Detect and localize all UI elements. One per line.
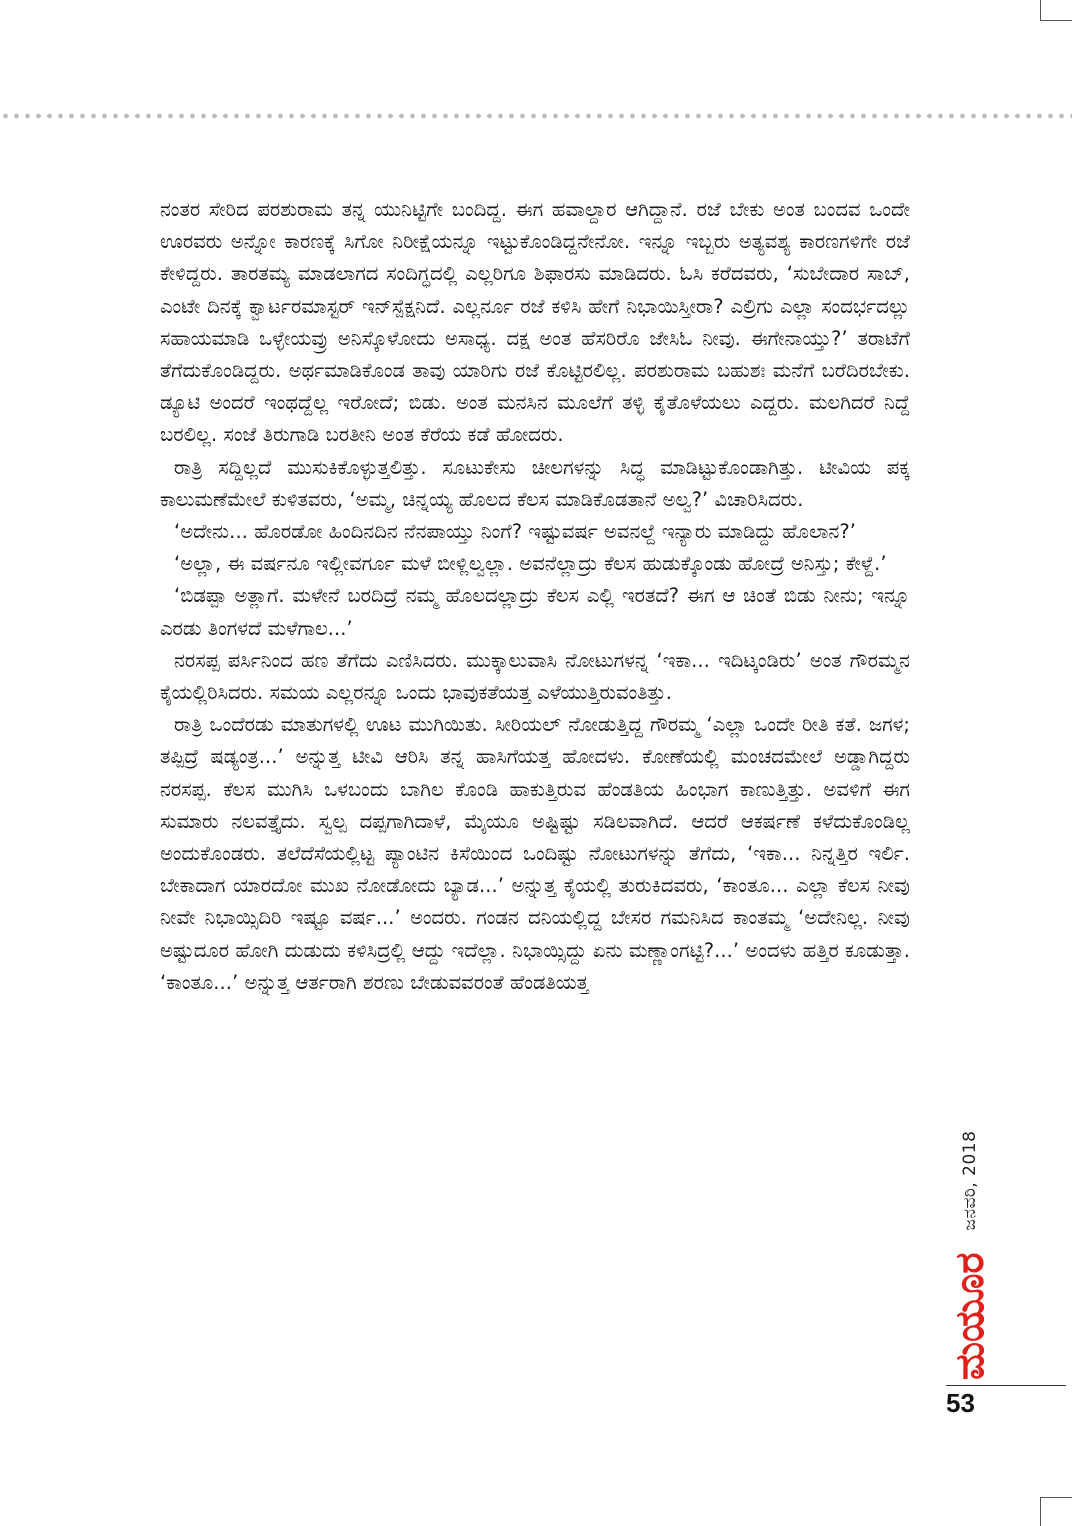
crop-mark-bottom [1040,1497,1072,1526]
text-line: ಗೌರಮ್ಮ ‘ಎಲ್ಲಾ ಒಂದೇ ರೀತಿ ಕತೆ. ಜಗಳ; ತಪ್ಪಿದ್ರೆ ಷಡ್ಯಂತ್ರ...’ ಅನ್ನುತ್ತ ಟೀವಿ ಆರಿಸಿ ತನ್ನ [160,713,910,769]
dotted-divider [0,112,1072,120]
text-line: ದುಡುದು ಕಳಿಸಿದ್ರಲ್ಲಿ ಆದ್ದು ಇದೆಲ್ಲಾ. ನಿಭಾಯ್ಸಿದ್ದು ಏನು ಮಣ್ಣಾಂಗಟ್ಟಿ?...’ ಅಂದಳು [284,938,797,962]
text-line: ರಾತ್ರಿ ಸದ್ದಿಲ್ಲದೆ ಮುಸುಕಿಕೊಳ್ಳುತ್ತಲಿತ್ತು. ಸೂಟುಕೇಸು ಚೀಲಗಳನ್ನು ಸಿದ್ಧ [174,455,645,479]
text-line: ಬೇಕಾದಾಗ ಯಾರದೋ ಮುಖ ನೋಡೋದು ಬ್ಯಾಡ...’ ಅನ್ನುತ್ತ ಕೈಯಲ್ಲಿ ತುರುಕಿದವರು, [160,874,709,898]
text-line: ‘ಸುಬೇದಾರ ಸಾಬ್, ಎಂಟೇ ದಿನಕ್ಕೆ ಕ್ವಾರ್ಟರಮಾಸ್ಟರ್ ಇನ್‌ಸ್ಪೆಕ್ಷನಿದೆ. ಎಲ್ಲರ್ನೂ ರಜೆ ಕಳಿಸಿ [160,262,911,318]
text-line: ಪ್ಯಾಂಟಿನ ಕಿಸೆಯಿಂದ ಒಂದಿಷ್ಟು ನೋಟುಗಳನ್ನು ತೆಗೆದು, ‘ಇಕಾ... ನಿನ್ನತ್ತಿರ ಇರ್ಲಿ. [384,842,910,866]
text-line: ಮುಗಿಸಿ ಒಳಬಂದು ಬಾಗಿಲ ಕೊಂಡಿ ಹಾಕುತ್ತಿರುವ ಹೆಂಡತಿಯ ಹಿಂಭಾಗ ಕಾಣುತ್ತಿತ್ತು. [266,777,813,801]
text-line: ಇದಿಟ್ಕಂಡಿರು’ ಅಂತ ಗೌರಮ್ಮನ ಕೈಯಲ್ಲಿರಿಸಿದರು. ಸಮಯ ಎಲ್ಲರನ್ನೂ ಒಂದು [160,648,911,705]
article-body [160,194,910,999]
text-line: ರಾತ್ರಿ ಒಂದೆರಡು ಮಾತುಗಳಲ್ಲಿ ಊಟ ಮುಗಿಯಿತು. ಸೀರಿಯಲ್ ನೋಡುತ್ತಿದ್ದ [174,713,643,737]
text-line: ಹಾಸಿಗೆಯತ್ತ ಹೋದಳು. ಕೋಣೆಯಲ್ಲಿ ಮಂಚದಮೇಲೆ ಅಡ್ಡಾಗಿದ್ದರು ನರಸಪ್ಪ. ಕೆಲಸ [160,745,910,801]
page-number: 53 [946,1388,975,1418]
text-line: ‘ಕಾಂತೂ... ಎಲ್ಲಾ ಕೆಲಸ ನೀವು ನೀವೇ ನಿಭಾಯ್ಸಿದಿರಿ ಇಷ್ಟೂ ವರ್ಷ...’ ಅಂದರು. ಗಂಡನ [160,874,911,930]
text-line: ಬಹುಶಃ ಮನೆಗೆ ಬರೆದಿರಬೇಕು. ಡ್ಯೂಟಿ ಅಂದರೆ ಇಂಥದ್ದೆಲ್ಲ ಇರೋದೆ; ಬಿಡು. ಅಂತ [160,359,910,415]
paragraph [160,452,910,516]
paragraph [160,516,910,548]
crop-mark-top [1040,0,1072,21]
text-line: ಬೇಕು ಅಂತ ಬಂದವ ಒಂದೇ ಊರವರು ಅನ್ನೋ ಕಾರಣಕ್ಕೆ ಸಿಗೋ ನಿರೀಕ್ಷೆಯನ್ನೂ [160,198,910,254]
text-line: ಇಟ್ಟುಕೊಂಡಿದ್ದನೇನೋ. ಇನ್ನೂ ಇಬ್ಬರು ಅತ್ಯವಶ್ಯ ಕಾರಣಗಳಿಗೇ ರಜೆ ಕೇಳಿದ್ದರು. ತಾರತಮ್ಯ [160,230,910,286]
text-line: ನಂತರ ಸೇರಿದ ಪರಶುರಾಮ ತನ್ನ ಯುನಿಟ್ಟಿಗೇ ಬಂದಿದ್ದ. ಈಗ ಹವಾಲ್ದಾರ ಆಗಿದ್ದಾನೆ. ರಜೆ [160,198,721,221]
paragraph [160,580,910,644]
text-line: ನರಸಪ್ಪ ಪರ್ಸಿನಿಂದ ಹಣ ತೆಗೆದು ಎಣಿಸಿದರು. ಮುಕ್ಕಾಲುವಾಸಿ ನೋಟುಗಳನ್ನ ‘ಇಕಾ... [174,648,710,672]
text-line: ‘ಅಲ್ಲಾ, ಈ ವರ್ಷನೂ ಇಲ್ಲೀವರ್ಗೂ ಮಳೆ ಬೀಳ್ಲಿಲ್ವಲ್ಲಾ. ಅವನೆಲ್ಲಾದ್ರು ಕೆಲಸ [174,552,637,576]
paragraph [160,548,910,580]
text-line: ಮಾಡಿದ್ದು ಹೊಲಾನ?’ [717,520,856,544]
text-line: ಸಡಿಲವಾಗಿದೆ. ಆದರೆ ಆಕರ್ಷಣೆ ಕಳೆದುಕೊಂಡಿಲ್ಲ ಅಂದುಕೊಂಡರು. ತಲೆದೆಸೆಯಲ್ಲಿಟ್ಟ [160,809,910,866]
text-line: ‘ಅದೇನು... ಹೊರಡೋ ಹಿಂದಿನದಿನ ನೆನಪಾಯ್ತು ನಿಂಗೆ? ಇಷ್ಟುವರ್ಷ ಅವನಲ್ದೆ ಇನ್ಯಾರು [174,520,712,544]
text-line: ಅನಿಸ್ಕೊಳೋದು ಅಸಾಧ್ಯ. ದಕ್ಷ ಅಂತ ಹೆಸರಿರೊ ಜೇಸಿಓ ನೀವು. ಈಗೇನಾಯ್ತು?’ ತರಾಟೆಗೆ [337,326,910,350]
page-number-rule [946,1385,1066,1386]
text-line: ಹುಡುಕ್ಕೊಂಡು ಹೋದ್ರೆ ಅನಿಸ್ತು; ಕೇಳ್ದೆ.’ [642,552,887,576]
text-line: ಮಾಡಲಾಗದ ಸಂದಿಗ್ಧದಲ್ಲಿ ಎಲ್ಲರಿಗೂ ಶಿಫಾರಸು ಮಾಡಿದರು. ಓಸಿ ಕರೆದವರು, [297,262,779,286]
magazine-logo: ಮಯೂರ [947,1252,993,1380]
text-line: ದನಿಯಲ್ಲಿದ್ದ ಬೇಸರ ಗಮನಿಸಿದ ಕಾಂತಮ್ಮ ‘ಅದೇನಿಲ್ಲ. ನೀವು ಅಷ್ಟುದೂರ ಹೋಗಿ [160,906,910,962]
text-line: ಮನಸಿನ ಮೂಲೆಗೆ ತಳ್ಳಿ ಕೈತೊಳೆಯಲು ಎದ್ದರು. ಮಲಗಿದರೆ ನಿದ್ದೆ ಬರಲಿಲ್ಲ. ಸಂಜೆ [160,391,911,447]
text-line: ‘ಬಿಡಪ್ಪಾ ಅತ್ಲಾಗೆ. ಮಳೇನೆ ಬರದಿದ್ರೆ ನಮ್ಮ ಹೊಲದಲ್ಲಾದ್ರು ಕೆಲಸ ಎಲ್ಲಿ ಇರತದೆ? ಈಗ [174,584,715,608]
text-line: ಹೊಲದ ಕೆಲಸ ಮಾಡಿಕೊಡತಾನೆ ಅಲ್ವ?’ ವಿಚಾರಿಸಿದರು. [458,487,804,511]
paragraph [160,194,910,452]
text-line: ಹತ್ತಿರ ಕೂಡುತ್ತಾ. ‘ಕಾಂತೂ...’ ಅನ್ನುತ್ತ ಆರ್ತರಾಗಿ ಶರಣು ಬೇಡುವವರಂತೆ ಹೆಂಡತಿಯತ್ತ [160,938,910,994]
text-line: ಆ ಚಿಂತೆ ಬಿಡು ನೀನು; ಇನ್ನೂ ಎರಡು ತಿಂಗಳದೆ ಮಳೆಗಾಲ...’ [160,584,910,640]
issue-date: ಜನವರಿ, 2018 [960,1130,980,1231]
paragraph [160,709,910,999]
text-line: ತಿರುಗಾಡಿ ಬರತೀನಿ ಅಂತ ಕೆರೆಯ ಕಡೆ ಹೋದರು. [262,423,564,447]
text-line: ಮಾಡಿಟ್ಟುಕೊಂಡಾಗಿತ್ತು. ಟೀವಿಯ ಪಕ್ಕ ಕಾಲುಮಣೆಮೇಲೆ ಕುಳಿತವರು, ‘ಅಮ್ಮ, ಚಿನ್ನಯ್ಯ [160,455,911,511]
paragraph [160,645,910,709]
text-line: ಅವಳಿಗೆ ಈಗ ಸುಮಾರು ನಲವತ್ತೈದು. ಸ್ವಲ್ಪ ದಪ್ಪಗಾಗಿದಾಳೆ, ಮೈಯೂ ಅಷ್ಟಿಷ್ಟು [160,777,911,833]
magazine-masthead-vertical [945,1108,995,1380]
text-line: ಹೇಗೆ ನಿಭಾಯಿಸ್ತೀರಾ? ಎಲ್ರಿಗು ಎಲ್ಲಾ ಸಂದರ್ಭದಲ್ಲು ಸಹಾಯಮಾಡಿ ಒಳ್ಳೇಯವ್ರು [160,294,910,350]
text-line: ತೆಗೆದುಕೊಂಡಿದ್ದರು. ಅರ್ಥಮಾಡಿಕೊಂಡ ತಾವು ಯಾರಿಗು ರಜೆ ಕೊಟ್ಟಿರಲಿಲ್ಲ. ಪರಶುರಾಮ [160,359,710,383]
text-line: ಭಾವುಕತೆಯತ್ತ ಎಳೆಯುತ್ತಿರುವಂತಿತ್ತು. [442,681,673,705]
